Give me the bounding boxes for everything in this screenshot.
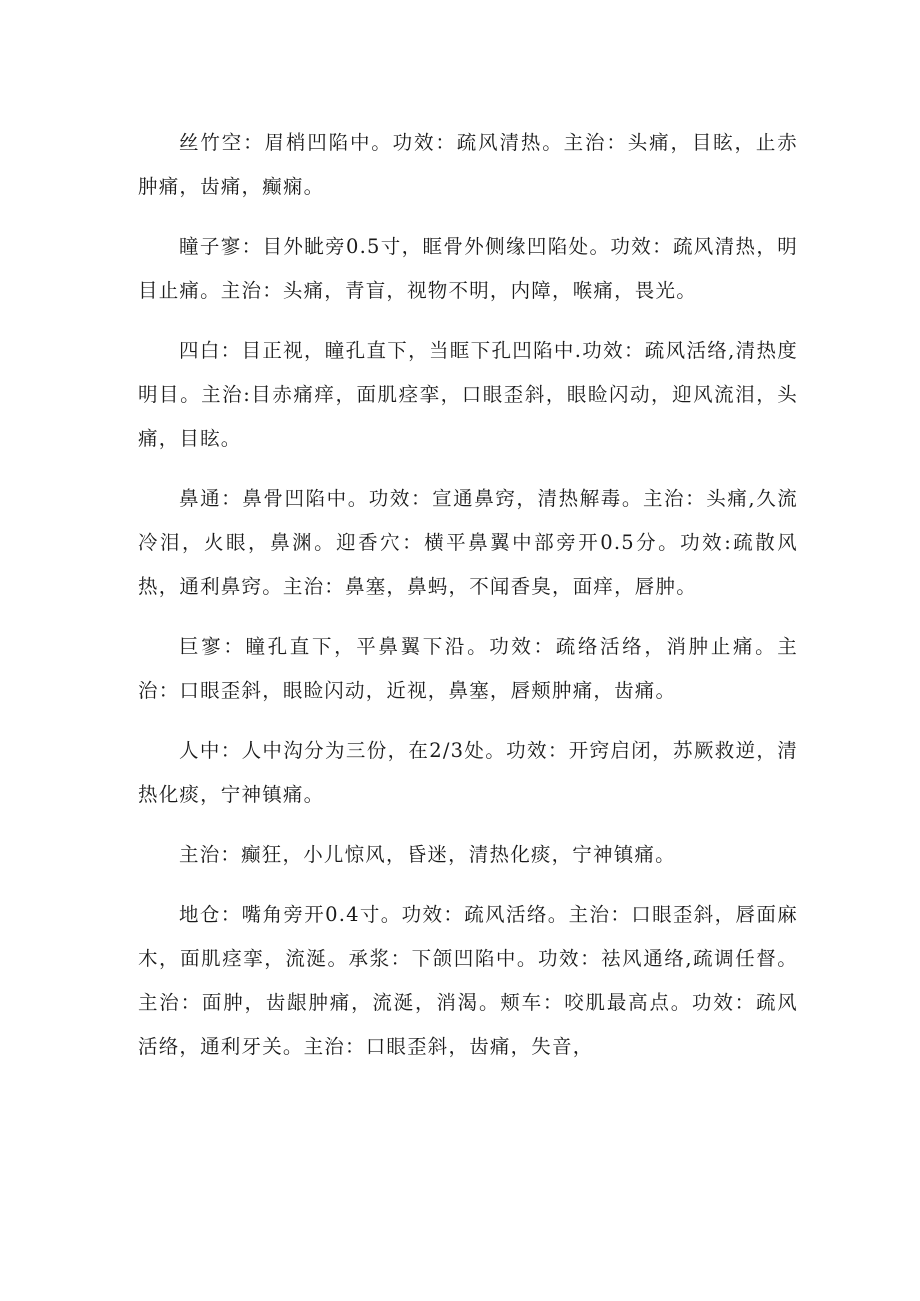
paragraph-renzhong-indications: 主治：癫狂，小儿惊风，昏迷，清热化痰，宁神镇痛。 bbox=[179, 843, 676, 866]
paragraph-tongziliao: 瞳子寥：目外眦旁0.5寸，眶骨外侧缘凹陷处。功效：疏风清热，明目止痛。主治：头痛，青盲，视物不明，内障，喉痛，畏光。 bbox=[138, 235, 798, 302]
paragraph-juliao: 巨寥：瞳孔直下，平鼻翼下沿。功效：疏络活络，消肿止痛。主治：口眼歪斜，眼睑闪动，近视，鼻塞，唇颊肿痛，齿痛。 bbox=[138, 635, 798, 702]
document-body bbox=[138, 121, 798, 1085]
paragraph-sizhukong: 丝竹空：眉梢凹陷中。功效：疏风清热。主治：头痛，目眩，止赤肿痛，齿痛，癫痫。 bbox=[138, 131, 798, 198]
paragraph-sibai: 四白：目正视，瞳孔直下，当眶下孔凹陷中.功效：疏风活络,清热度明目。主治:目赤痛痒，面肌痉挛，口眼歪斜，眼睑闪动，迎风流泪，头痛，目眩。 bbox=[138, 339, 798, 450]
paragraph-dicang-chengjiang-jiache: 地仓：嘴角旁开0.4寸。功效：疏风活络。主治：口眼歪斜，唇面麻木，面肌痉挛，流涎。承浆：下颌凹陷中。功效：祛风通络,疏调任督。主治：面肿，齿龈肿痛，流涎，消渴。颊车：咬肌最高点。功效：疏风活络，通利牙关。主治：口眼歪斜，齿痛，失音， bbox=[138, 903, 798, 1058]
paragraph-bitong-yingxiang: 鼻通：鼻骨凹陷中。功效：宣通鼻窍，清热解毒。主治：头痛,久流冷泪，火眼，鼻渊。迎香穴：横平鼻翼中部旁开0.5分。功效:疏散风热，通利鼻窍。主治：鼻塞，鼻蚂，不闻香臭，面痒，唇肿。 bbox=[138, 487, 798, 598]
paragraph-renzhong: 人中：人中沟分为三份，在2/3处。功效：开窍启闭，苏厥救逆，清热化痰，宁神镇痛。 bbox=[138, 739, 798, 806]
